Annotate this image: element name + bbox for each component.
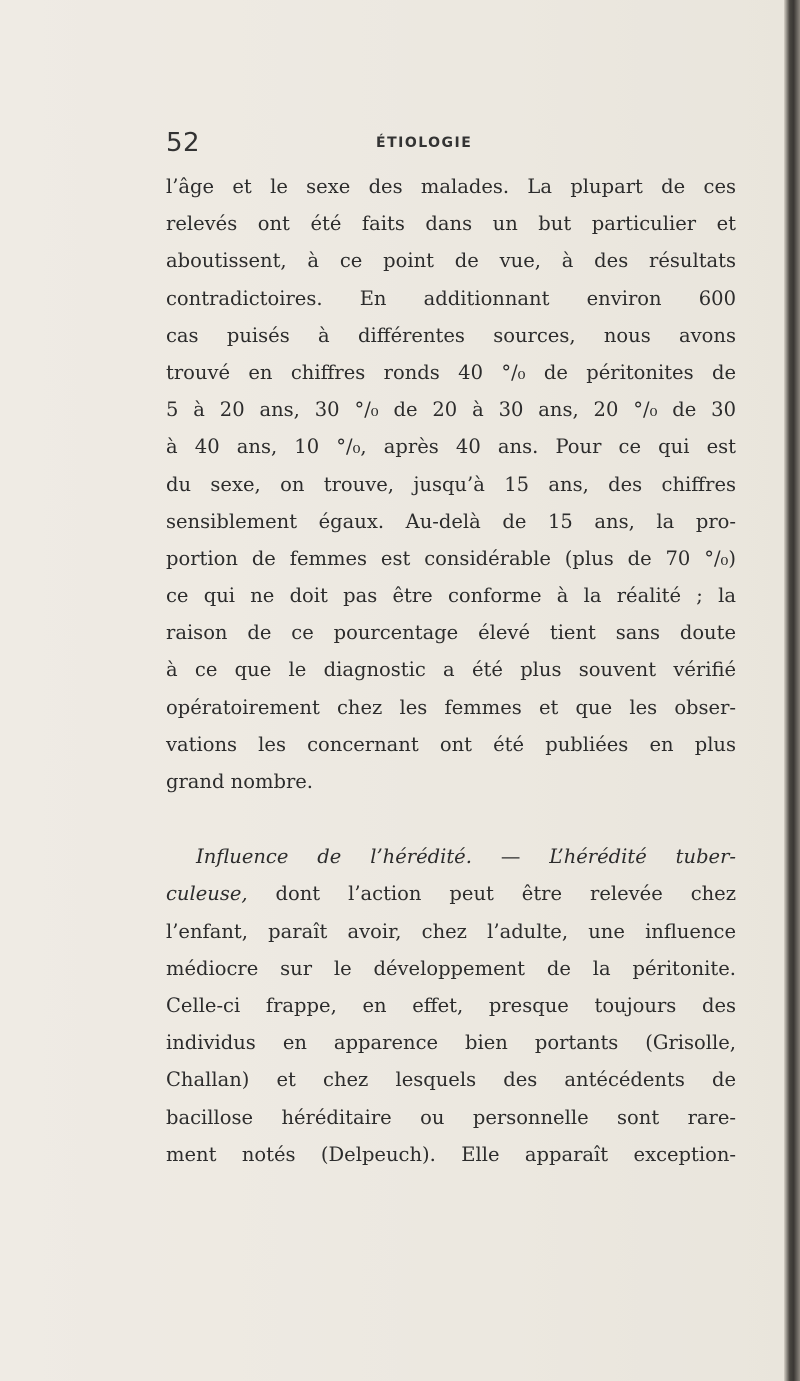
body-text xyxy=(166,168,736,1173)
paragraph-age-sex xyxy=(166,168,736,800)
page-number: 52 xyxy=(166,128,201,158)
page-header xyxy=(166,128,726,162)
section-heading: Influence de l’hérédité. xyxy=(196,845,472,869)
text-line xyxy=(166,875,736,912)
text-fragment: dont l’action peut être relevée chez xyxy=(247,882,736,906)
text-line: l’enfant, paraît avoir, chez l’adulte, une influence xyxy=(166,919,736,943)
em-dash: — xyxy=(471,845,550,869)
text-line: opératoirement chez les femmes et que les obser- xyxy=(166,695,736,719)
text-line: Challan) et chez lesquels des antécédents de xyxy=(166,1068,736,1092)
text-line: Celle-ci frappe, en effet, presque toujours des xyxy=(166,993,736,1017)
text-line: du sexe, on trouve, jusqu’à 15 ans, des chiffres xyxy=(166,472,736,496)
text-line: relevés ont été faits dans un but particulier et xyxy=(166,212,736,236)
text-line: portion de femmes est considérable (plus de 70 °/₀) xyxy=(166,546,736,570)
text-line: raison de ce pourcentage élevé tient sans doute xyxy=(166,621,736,645)
page-edge-shadow xyxy=(784,0,800,1381)
text-line: l’âge et le sexe des malades. La plupart de ces xyxy=(166,175,736,198)
text-line: bacillose héréditaire ou personnelle sont rare- xyxy=(166,1105,736,1129)
text-line: cas puisés à différentes sources, nous avons xyxy=(166,323,736,347)
text-line: médiocre sur le développement de la péritonite. xyxy=(166,956,736,980)
text-line: ment notés (Delpeuch). Elle apparaît exception- xyxy=(166,1142,736,1166)
text-line: trouvé en chiffres ronds 40 °/₀ de péritonites de xyxy=(166,360,736,384)
paragraph-gap xyxy=(166,800,736,838)
italic-term: L’hérédité tuber- xyxy=(549,845,736,869)
paragraph-heredity xyxy=(166,838,736,1173)
text-line: vations les concernant ont été publiées en plus xyxy=(166,732,736,756)
text-line: contradictoires. En additionnant environ 600 xyxy=(166,286,736,310)
text-line: aboutissent, à ce point de vue, à des résultats xyxy=(166,249,736,273)
text-line: à ce que le diagnostic a été plus souvent vérifié xyxy=(166,658,736,682)
text-line: à 40 ans, 10 °/₀, après 40 ans. Pour ce qui est xyxy=(166,435,736,459)
text-line: 5 à 20 ans, 30 °/₀ de 20 à 30 ans, 20 °/₀ de 30 xyxy=(166,398,736,422)
text-line: sensiblement égaux. Au-delà de 15 ans, la pro- xyxy=(166,509,736,533)
text-line: grand nombre. xyxy=(166,770,314,793)
text-line: ce qui ne doit pas être conforme à la réalité ; la xyxy=(166,584,736,608)
running-head: ÉTIOLOGIE xyxy=(376,135,473,151)
section-heading-line xyxy=(166,838,736,875)
italic-term-continued: culeuse, xyxy=(166,882,248,906)
text-line: individus en apparence bien portants (Grisolle, xyxy=(166,1031,736,1055)
